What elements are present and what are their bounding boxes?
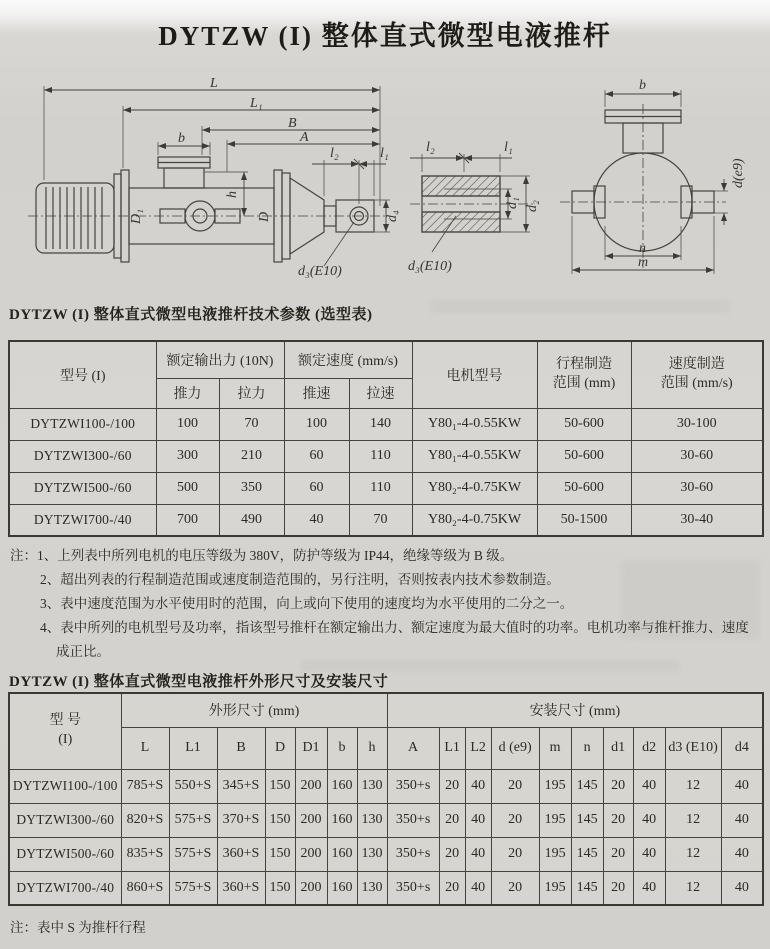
- table-cell: 12: [665, 803, 721, 837]
- dim-label: h: [225, 191, 240, 198]
- table-cell: Y80₂-4-0.75KW: [412, 472, 537, 504]
- engineering-drawings: [12, 76, 757, 280]
- table-cell: 150: [265, 837, 295, 871]
- table-cell: L1: [439, 727, 465, 769]
- dim-label: b: [178, 131, 185, 146]
- col-header-speed-range: [631, 341, 763, 408]
- table-cell: 200: [295, 837, 327, 871]
- col-header-line: (I): [58, 732, 73, 748]
- side-view-drawing: [28, 86, 390, 266]
- col-header-motor: 电机型号: [412, 341, 537, 408]
- table-cell: 785+S: [121, 769, 169, 803]
- table-cell: 拉速: [349, 378, 412, 408]
- table-cell: L1: [169, 727, 217, 769]
- table-cell: 30-100: [631, 408, 763, 440]
- note-line: 4、表中所列的电机型号及功率，指该型号推杆在额定输出力、额定速度为最大值时的功率。电机功率与推杆推力、速度成正比。: [40, 620, 749, 659]
- table-cell: 110: [349, 472, 412, 504]
- table-cell: DYTZWI100-/100: [9, 408, 156, 440]
- table-cell: 200: [295, 769, 327, 803]
- table-cell: 145: [571, 803, 603, 837]
- table-cell: 40: [465, 837, 491, 871]
- table-cell: 40: [633, 769, 665, 803]
- table-cell: 40: [465, 769, 491, 803]
- table-cell: 550+S: [169, 769, 217, 803]
- dim-label: L: [210, 76, 218, 91]
- dim-label: d₁: [505, 197, 520, 209]
- table-cell: 195: [539, 769, 571, 803]
- col-header-outline-group: 外形尺寸 (mm): [121, 693, 387, 727]
- table-cell: 700: [156, 504, 219, 536]
- table-cell: 40: [284, 504, 349, 536]
- table-cell: 50-600: [537, 472, 631, 504]
- col-header-stroke-range: [537, 341, 631, 408]
- spec-table-title: DYTZW (I) 整体直式微型电液推杆技术参数 (选型表): [9, 307, 373, 323]
- table-footnote: 注：表中 S 为推杆行程: [10, 920, 146, 935]
- table-cell: 360+S: [217, 871, 265, 905]
- table-cell: 20: [439, 803, 465, 837]
- dim-label: B: [288, 116, 297, 131]
- dim-label: d₂: [525, 200, 540, 212]
- table-row: [9, 472, 763, 504]
- table-cell: 60: [284, 440, 349, 472]
- col-header-line: 速度制造: [668, 356, 725, 372]
- table-cell: 350+s: [387, 803, 439, 837]
- note-line: [10, 544, 758, 568]
- table-cell: 350: [219, 472, 284, 504]
- spec-table: [8, 340, 764, 537]
- table-cell: 12: [665, 837, 721, 871]
- table-cell: b: [327, 727, 357, 769]
- table-cell: 50-600: [537, 440, 631, 472]
- table-cell: 40: [465, 803, 491, 837]
- col-header-model: [9, 693, 121, 769]
- table-cell: DYTZWI100-/100: [9, 769, 121, 803]
- table-cell: 30-60: [631, 472, 763, 504]
- table-cell: 70: [349, 504, 412, 536]
- table-cell: 20: [603, 803, 633, 837]
- dim-label: n: [639, 241, 646, 256]
- table-cell: 40: [633, 871, 665, 905]
- dim-label: l₂: [426, 140, 435, 155]
- table-cell: 575+S: [169, 837, 217, 871]
- table-cell: 500: [156, 472, 219, 504]
- col-header-line: 行程制造: [556, 356, 613, 372]
- table-cell: 20: [491, 803, 539, 837]
- table-cell: D: [265, 727, 295, 769]
- table-cell: B: [217, 727, 265, 769]
- dim-label: A: [300, 130, 309, 145]
- notes-block: [10, 544, 758, 664]
- table-cell: 20: [491, 871, 539, 905]
- table-cell: L2: [465, 727, 491, 769]
- col-header-force-group: 额定输出力 (10N): [156, 341, 284, 378]
- dim-label: d(e9): [731, 158, 746, 188]
- table-cell: 40: [633, 803, 665, 837]
- table-cell: 20: [439, 837, 465, 871]
- table-cell: 345+S: [217, 769, 265, 803]
- table-cell: h: [357, 727, 387, 769]
- note-line: 3、表中速度范围为水平使用时的范围，向上或向下使用的速度均为水平使用的二分之一。: [40, 596, 574, 611]
- table-cell: 350+s: [387, 769, 439, 803]
- table-cell: 195: [539, 871, 571, 905]
- table-cell: Y80₁-4-0.55KW: [412, 408, 537, 440]
- table-cell: 20: [603, 837, 633, 871]
- table-cell: 50-1500: [537, 504, 631, 536]
- table-row: [9, 769, 763, 803]
- table-cell: 130: [357, 803, 387, 837]
- table-cell: 575+S: [169, 803, 217, 837]
- table-cell: 160: [327, 871, 357, 905]
- table-cell: 160: [327, 837, 357, 871]
- table-cell: 350+s: [387, 837, 439, 871]
- table-cell: 40: [721, 837, 763, 871]
- bleed-through-artifact: [430, 300, 730, 314]
- table-cell: d (e9): [491, 727, 539, 769]
- table-cell: 100: [156, 408, 219, 440]
- table-cell: 20: [491, 837, 539, 871]
- dim-label: d₃(E10): [298, 264, 342, 279]
- dim-label: L₁: [250, 96, 263, 111]
- table-cell: DYTZWI700-/40: [9, 504, 156, 536]
- table-cell: 60: [284, 472, 349, 504]
- table-cell: 360+S: [217, 837, 265, 871]
- col-header-speed-group: 额定速度 (mm/s): [284, 341, 412, 378]
- table-cell: 20: [439, 769, 465, 803]
- table-subheader-row: [9, 727, 763, 769]
- table-row: [9, 440, 763, 472]
- table-cell: 145: [571, 837, 603, 871]
- table-cell: 20: [439, 871, 465, 905]
- table-cell: d4: [721, 727, 763, 769]
- table-cell: DYTZWI300-/60: [9, 440, 156, 472]
- table-cell: DYTZWI700-/40: [9, 871, 121, 905]
- table-cell: 300: [156, 440, 219, 472]
- table-row: [9, 871, 763, 905]
- table-cell: 40: [633, 837, 665, 871]
- table-cell: 145: [571, 769, 603, 803]
- table-cell: n: [571, 727, 603, 769]
- table-cell: 130: [357, 769, 387, 803]
- table-cell: 130: [357, 871, 387, 905]
- table-cell: 110: [349, 440, 412, 472]
- table-cell: m: [539, 727, 571, 769]
- table-row: [9, 837, 763, 871]
- table-cell: 140: [349, 408, 412, 440]
- table-cell: L: [121, 727, 169, 769]
- table-cell: 860+S: [121, 871, 169, 905]
- table-cell: 150: [265, 871, 295, 905]
- table-cell: A: [387, 727, 439, 769]
- table-cell: d1: [603, 727, 633, 769]
- col-header-line: 型 号: [49, 713, 81, 729]
- dimension-table: [8, 692, 764, 906]
- table-cell: 20: [491, 769, 539, 803]
- dim-table-title: DYTZW (I) 整体直式微型电液推杆外形尺寸及安装尺寸: [9, 674, 389, 690]
- table-cell: 150: [265, 769, 295, 803]
- table-cell: 160: [327, 803, 357, 837]
- dim-label: d₃(E10): [408, 259, 452, 274]
- table-cell: 40: [721, 803, 763, 837]
- col-header-line: 范围 (mm/s): [660, 375, 733, 391]
- table-cell: 拉力: [219, 378, 284, 408]
- table-cell: 490: [219, 504, 284, 536]
- table-cell: 130: [357, 837, 387, 871]
- dim-label: l₁: [504, 140, 513, 155]
- table-cell: DYTZWI300-/60: [9, 803, 121, 837]
- col-header-install-group: 安装尺寸 (mm): [387, 693, 763, 727]
- table-cell: 推力: [156, 378, 219, 408]
- table-cell: 210: [219, 440, 284, 472]
- rod-end-detail-labels: [408, 140, 540, 274]
- table-cell: 20: [603, 769, 633, 803]
- table-cell: 350+s: [387, 871, 439, 905]
- end-view-labels: [638, 78, 746, 270]
- table-cell: d2: [633, 727, 665, 769]
- table-cell: 370+S: [217, 803, 265, 837]
- table-cell: 150: [265, 803, 295, 837]
- dim-label: b: [639, 78, 646, 93]
- table-cell: 200: [295, 871, 327, 905]
- table-cell: 12: [665, 769, 721, 803]
- table-cell: 195: [539, 803, 571, 837]
- dim-label: l₁: [380, 146, 389, 161]
- table-row: [9, 408, 763, 440]
- col-header-line: 范围 (mm): [552, 375, 616, 391]
- table-cell: 30-60: [631, 440, 763, 472]
- table-cell: 12: [665, 871, 721, 905]
- table-cell: 40: [465, 871, 491, 905]
- table-cell: 40: [721, 871, 763, 905]
- table-cell: 820+S: [121, 803, 169, 837]
- dim-label: D₁: [129, 209, 144, 224]
- table-row: [9, 803, 763, 837]
- table-cell: 145: [571, 871, 603, 905]
- table-cell: 575+S: [169, 871, 217, 905]
- table-cell: 195: [539, 837, 571, 871]
- table-cell: DYTZWI500-/60: [9, 837, 121, 871]
- note-text: 1、上列表中所列电机的电压等级为 380V，防护等级为 IP44，绝缘等级为 B 级。: [37, 548, 514, 563]
- table-cell: 50-600: [537, 408, 631, 440]
- table-cell: Y80₂-4-0.75KW: [412, 504, 537, 536]
- table-cell: Y80₁-4-0.55KW: [412, 440, 537, 472]
- page-title: DYTZW (I) 整体直式微型电液推杆: [158, 21, 612, 51]
- dim-label: l₂: [330, 146, 339, 161]
- table-cell: 160: [327, 769, 357, 803]
- table-cell: 835+S: [121, 837, 169, 871]
- table-cell: 推速: [284, 378, 349, 408]
- table-header-row: [9, 341, 763, 378]
- table-cell: 200: [295, 803, 327, 837]
- table-cell: 20: [603, 871, 633, 905]
- table-cell: d3 (E10): [665, 727, 721, 769]
- note-line: 2、超出列表的行程制造范围或速度制造范围的，另行注明，否则按表内技术参数制造。: [40, 572, 560, 587]
- table-cell: 40: [721, 769, 763, 803]
- table-cell: 70: [219, 408, 284, 440]
- notes-label: 注：: [10, 548, 37, 563]
- dim-label: m: [638, 255, 649, 270]
- dim-label: D: [257, 211, 272, 222]
- table-header-row: [9, 693, 763, 727]
- table-cell: 100: [284, 408, 349, 440]
- table-cell: DYTZWI500-/60: [9, 472, 156, 504]
- col-header-model: 型号 (I): [9, 341, 156, 408]
- dim-label: d₄: [385, 210, 400, 222]
- table-cell: 30-40: [631, 504, 763, 536]
- table-row: [9, 504, 763, 536]
- table-cell: D1: [295, 727, 327, 769]
